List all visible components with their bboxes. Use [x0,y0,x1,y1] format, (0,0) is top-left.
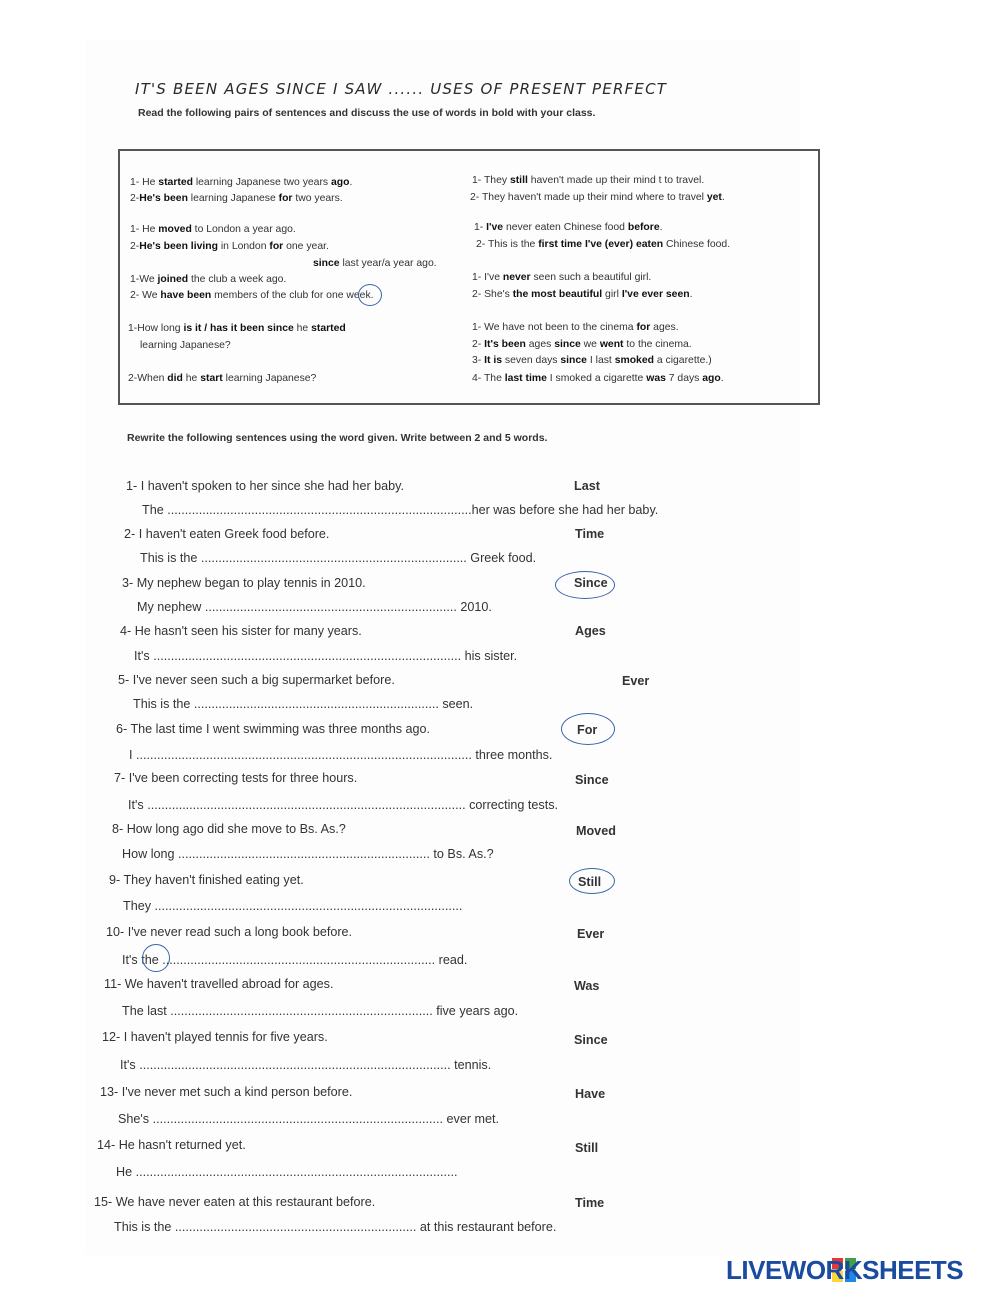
key-word: Ever [577,927,605,941]
answer-line[interactable]: It's ........................................................................................ his sister. [134,649,518,663]
key-word: Still [575,1141,599,1155]
exercise-question: 12- I haven't played tennis for five years. [102,1030,328,1044]
key-word: Time [575,1196,605,1210]
exercise-question: 4- He hasn't seen his sister for many years. [120,624,362,638]
exercise-question: 5- I've never seen such a big supermarket before. [118,673,395,687]
box-left-line: learning Japanese? [140,340,231,351]
box-left-line: 2-He's been learning Japanese for two years. [130,193,343,204]
instruction-rewrite: Rewrite the following sentences using the word given. Write between 2 and 5 words. [127,432,548,444]
answer-line[interactable]: He ............................................................................................ [116,1165,458,1179]
box-right-line: 1- They still haven't made up their mind t to travel. [472,175,705,186]
key-word: Ever [622,674,650,688]
exercise-question: 9- They haven't finished eating yet. [109,873,304,887]
answer-line[interactable]: The .......................................................................................her was before she had her baby. [142,503,659,517]
key-word: For [577,723,598,737]
key-word: Last [574,479,600,493]
box-left-line: 1- He moved to London a year ago. [130,224,296,235]
box-left-line: 1-How long is it / has it been since he started [128,323,346,334]
key-word: Since [574,1033,608,1047]
key-word: Moved [576,824,616,838]
pen-circle-mark [142,944,170,972]
pen-circle-mark [555,571,615,599]
exercise-question: 1- I haven't spoken to her since she had her baby. [126,479,405,493]
exercise-question: 3- My nephew began to play tennis in 2010. [122,576,366,590]
answer-line[interactable]: My nephew ........................................................................ 2010. [137,600,492,614]
box-right-line: 1- We have not been to the cinema for ages. [472,322,679,333]
pen-circle-mark [561,713,615,745]
liveworksheets-wordmark: LIVEWORKSHEETS [726,1255,964,1285]
answer-line[interactable]: It's the .............................................................................. read. [122,953,468,967]
pen-circle-mark [358,284,382,306]
key-word: Since [575,773,609,787]
answer-line[interactable]: It's ......................................................................................... tennis. [120,1058,492,1072]
exercise-question: 8- How long ago did she move to Bs. As.? [112,822,346,836]
box-left-line: 2-He's been living in London for one year. [130,241,329,252]
answer-line[interactable]: This is the ............................................................................ Greek food. [140,551,537,565]
key-word: Time [575,527,605,541]
key-word: Since [574,576,608,590]
worksheet-title: IT'S BEEN AGES SINCE I SAW ...... USES OF PRESENT PERFECT [135,80,668,98]
exercise-question: 11- We haven't travelled abroad for ages. [104,977,334,991]
exercise-question: 2- I haven't eaten Greek food before. [124,527,330,541]
box-right-line: 1- I've never eaten Chinese food before. [474,222,663,233]
exercise-question: 7- I've been correcting tests for three hours. [114,771,358,785]
key-word: Ages [575,624,606,638]
key-word: Still [578,875,602,889]
box-right-line: 1- I've never seen such a beautiful girl. [472,272,652,283]
answer-line[interactable]: This is the ..................................................................... at this restaurant before. [114,1220,557,1234]
key-word: Was [574,979,600,993]
key-word: Have [575,1087,606,1101]
exercise-question: 6- The last time I went swimming was three months ago. [116,722,431,736]
instruction-read: Read the following pairs of sentences and discuss the use of words in bold with your class. [138,107,596,119]
pen-circle-mark [569,868,615,894]
box-left-line: 1- He started learning Japanese two years ago. [130,177,353,188]
answer-line[interactable]: This is the ...................................................................... seen. [133,697,474,711]
answer-line[interactable]: It's ........................................................................................... correcting tests. [128,798,558,812]
box-right-line: 2- She's the most beautiful girl I've ever seen. [472,289,693,300]
answer-line[interactable]: The last ........................................................................... five years ago. [122,1004,519,1018]
exercise-question: 13- I've never met such a kind person before. [100,1085,353,1099]
box-left-line: 2-When did he start learning Japanese? [128,373,317,384]
box-right-line: 2- They haven't made up their mind where to travel yet. [470,192,725,203]
answer-line[interactable]: She's ................................................................................... ever met. [118,1112,500,1126]
box-right-line: 3- It is seven days since I last smoked a cigarette.) [472,355,712,366]
answer-line[interactable]: They ........................................................................................ [123,899,463,913]
box-left-line: 2- We have been members of the club for one week. [130,290,374,301]
box-right-line: 2- It's been ages since we went to the cinema. [472,339,692,350]
exercise-question: 14- He hasn't returned yet. [97,1138,246,1152]
answer-line[interactable]: I ................................................................................................ three months. [129,748,553,762]
box-left-line: 1-We joined the club a week ago. [130,274,287,285]
box-right-line: 2- This is the first time I've (ever) eaten Chinese food. [476,239,731,250]
answer-line[interactable]: How long ........................................................................ to Bs. As.? [122,847,494,861]
box-left-line: since last year/a year ago. [313,258,437,269]
exercise-question: 10- I've never read such a long book before. [106,925,353,939]
exercise-question: 15- We have never eaten at this restaurant before. [94,1195,376,1209]
box-right-line: 4- The last time I smoked a cigarette was 7 days ago. [472,373,724,384]
